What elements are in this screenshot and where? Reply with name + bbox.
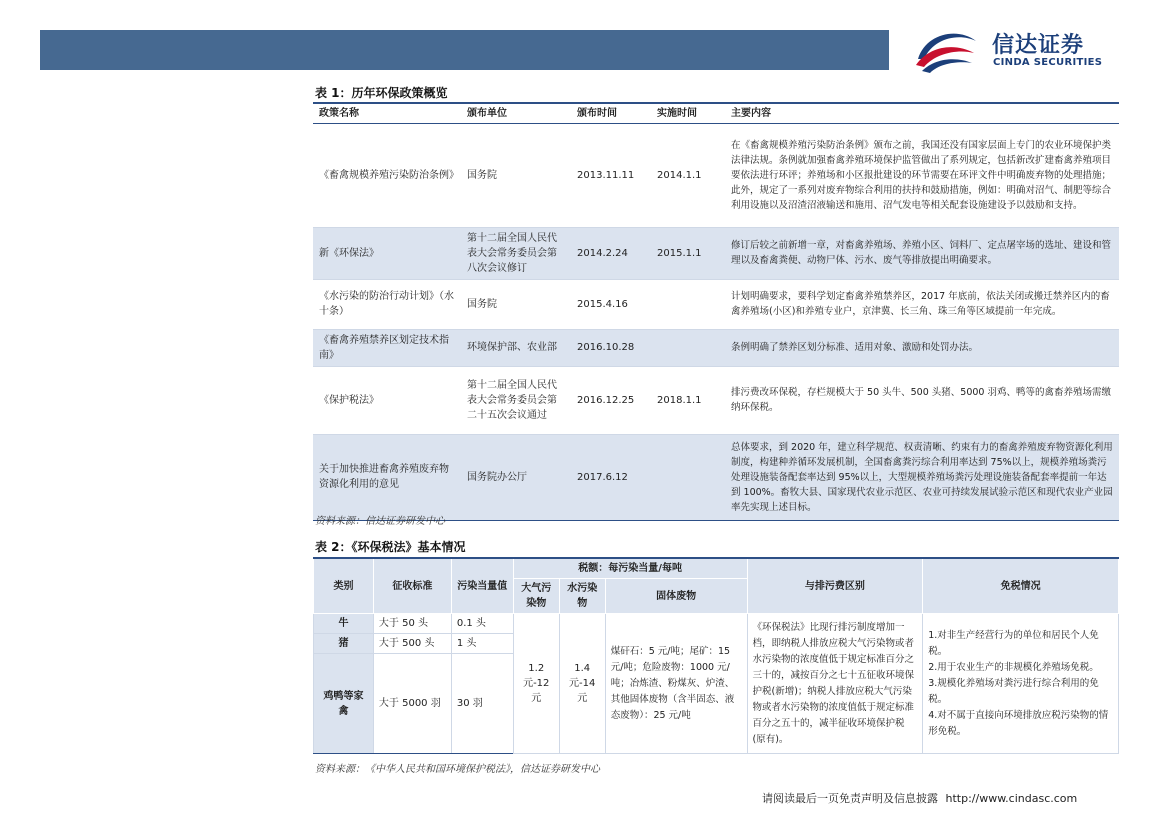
col-standard: 征收标准 xyxy=(373,558,451,614)
water-tax-rate: 1.4 元-14 元 xyxy=(559,614,605,754)
policy-issuer: 国务院办公厅 xyxy=(461,434,571,520)
policy-issue-date: 2017.6.12 xyxy=(571,434,651,520)
header-bar xyxy=(40,30,889,70)
policy-content: 在《畜禽规模养殖污染防治条例》颁布之前，我国还没有国家层面上专门的农业环境保护类法律法规。条例就加强畜禽养殖环境保护监管做出了系列规定，包括新改扩建畜禽养殖项目要依法进行环评；养殖场和小区报批建设的环节需要在环评文件中明确废弃物的处理措施；此外，规定了一系列对废弃物综合利用的扶持和鼓励措施，例如：明确对沼气、制肥等综合利用设施以及沼渣沼液输送和施用、沼气发电等相关配套设施建设予以鼓励和支持。 xyxy=(725,123,1119,227)
company-logo xyxy=(912,25,1132,75)
policy-issue-date: 2013.11.11 xyxy=(571,123,651,227)
levy-standard: 大于 5000 羽 xyxy=(373,654,451,754)
table1-caption: 表 1：历年环保政策概览 xyxy=(315,86,448,100)
disclaimer-text: 请阅读最后一页免责声明及信息披露 xyxy=(762,792,938,805)
policy-name: 《水污染的防治行动计划》（水十条） xyxy=(313,279,461,329)
policy-effective-date: 2014.1.1 xyxy=(651,123,725,227)
table-row xyxy=(313,434,1119,520)
table1-source: 资料来源：信达证券研发中心 xyxy=(315,516,445,527)
website-link[interactable]: http://www.cindasc.com xyxy=(945,792,1078,805)
livestock-category: 牛 xyxy=(314,614,374,634)
table1-header-row xyxy=(313,103,1119,123)
col-water-pollutant: 水污染物 xyxy=(559,579,605,614)
col-main-content: 主要内容 xyxy=(725,103,1119,123)
policy-name: 《畜禽规模养殖污染防治条例》 xyxy=(313,123,461,227)
table-row xyxy=(313,123,1119,227)
list-item: 3.规模化养殖场对粪污进行综合利用的免税。 xyxy=(928,677,1099,705)
col-issue-date: 颁布时间 xyxy=(571,103,651,123)
policy-effective-date xyxy=(651,279,725,329)
col-policy-name: 政策名称 xyxy=(313,103,461,123)
policy-issuer: 国务院 xyxy=(461,123,571,227)
policy-name: 《畜禽养殖禁养区划定技术指南》 xyxy=(313,329,461,366)
logo-english-name: CINDA SECURITIES xyxy=(993,57,1103,68)
policy-content: 条例明确了禁养区划分标准、适用对象、激励和处罚办法。 xyxy=(725,329,1119,366)
list-item: 1.对非生产经营行为的单位和居民个人免税。 xyxy=(928,629,1099,657)
pollution-equivalent: 0.1 头 xyxy=(451,614,513,634)
air-tax-rate: 1.2 元-12 元 xyxy=(513,614,559,754)
levy-standard: 大于 50 头 xyxy=(373,614,451,634)
col-tax-amount-group: 税额：每污染当量/每吨 xyxy=(513,558,747,579)
table2-caption: 表 2：《环保税法》基本情况 xyxy=(315,540,466,554)
policy-issuer: 环境保护部、农业部 xyxy=(461,329,571,366)
table-row xyxy=(313,329,1119,366)
policy-issue-date: 2014.2.24 xyxy=(571,227,651,279)
policy-effective-date: 2018.1.1 xyxy=(651,366,725,434)
list-item: 4.对不属于直接向环境排放应税污染物的情形免税。 xyxy=(928,709,1109,737)
col-solid-waste: 固体废物 xyxy=(605,579,747,614)
policy-issuer: 第十二届全国人民代表大会常务委员会第二十五次会议通过 xyxy=(461,366,571,434)
exemption-list xyxy=(923,614,1119,754)
col-pollution-equivalent: 污染当量值 xyxy=(451,558,513,614)
pollution-equivalent: 1 头 xyxy=(451,634,513,654)
livestock-category: 猪 xyxy=(314,634,374,654)
policy-issuer: 第十二届全国人民代表大会常务委员会第八次会议修订 xyxy=(461,227,571,279)
policy-issuer: 国务院 xyxy=(461,279,571,329)
env-tax-table xyxy=(313,557,1119,754)
policy-content: 修订后较之前新增一章，对畜禽养殖场、养殖小区、饲料厂、定点屠宰场的选址、建设和管理以及畜禽粪便、动物尸体、污水、废气等排放提出明确要求。 xyxy=(725,227,1119,279)
page-footer xyxy=(762,790,1077,806)
pollution-equivalent: 30 羽 xyxy=(451,654,513,754)
livestock-category: 鸡鸭等家禽 xyxy=(314,654,374,754)
table-row xyxy=(313,227,1119,279)
policy-effective-date: 2015.1.1 xyxy=(651,227,725,279)
policy-issue-date: 2016.10.28 xyxy=(571,329,651,366)
policy-issue-date: 2016.12.25 xyxy=(571,366,651,434)
table-row xyxy=(314,614,1119,634)
cinda-logo-icon xyxy=(912,25,980,73)
policy-content: 排污费改环保税，存栏规模大于 50 头牛、500 头猪、5000 羽鸡、鸭等的禽畜养殖场需缴纳环保税。 xyxy=(725,366,1119,434)
col-difference: 与排污费区别 xyxy=(747,558,923,614)
table-row xyxy=(313,366,1119,434)
policy-name: 关于加快推进畜禽养殖废弃物资源化利用的意见 xyxy=(313,434,461,520)
table2-source: 资料来源：《中华人民共和国环境保护税法》，信达证券研发中心 xyxy=(315,764,600,775)
policy-effective-date xyxy=(651,434,725,520)
list-item: 2.用于农业生产的非规模化养殖场免税。 xyxy=(928,661,1099,673)
col-category: 类别 xyxy=(314,558,374,614)
policy-issue-date: 2015.4.16 xyxy=(571,279,651,329)
policy-content: 总体要求，到 2020 年，建立科学规范、权责清晰、约束有力的畜禽养殖废弃物资源化利用制度，构建种养循环发展机制，全国畜禽粪污综合利用率达到 75%以上，规模养殖场粪污处理设施装备配套率达到 95%以上，大型规模养殖场粪污处理设施装备配套率提前一年达到 100%。畜牧大县、国家现代农业示范区、农业可持续发展试验示范区和现代农业产业园率先实现上述目标。 xyxy=(725,434,1119,520)
policy-content: 计划明确要求，要科学划定畜禽养殖禁养区，2017 年底前，依法关闭或搬迁禁养区内的畜禽养殖场(小区)和养殖专业户，京津冀、长三角、珠三角等区域提前一年完成。 xyxy=(725,279,1119,329)
col-air-pollutant: 大气污染物 xyxy=(513,579,559,614)
col-effective-date: 实施时间 xyxy=(651,103,725,123)
policy-name: 《保护税法》 xyxy=(313,366,461,434)
policy-overview-table xyxy=(313,102,1119,521)
solid-waste-tax-rate: 煤矸石：5 元/吨；尾矿：15 元/吨；危险废物：1000 元/吨；冶炼渣、粉煤灰、炉渣、其他固体废物（含半固态、液态废物）：25 元/吨 xyxy=(605,614,747,754)
difference-from-fee: 《环保税法》比现行排污制度增加一档，即纳税人排放应税大气污染物或者水污染物的浓度值低于规定标准百分之三十的，减按百分之七十五征收环境保护税(新增)；纳税人排放应税大气污染物或者水污染物的浓度值低于规定标准百分之五十的，减半征收环境保护税(原有)。 xyxy=(747,614,923,754)
levy-standard: 大于 500 头 xyxy=(373,634,451,654)
col-exemption: 免税情况 xyxy=(923,558,1119,614)
policy-name: 新《环保法》 xyxy=(313,227,461,279)
table2-header-row xyxy=(314,558,1119,579)
table-row xyxy=(313,279,1119,329)
policy-effective-date xyxy=(651,329,725,366)
logo-chinese-name: 信达证券 xyxy=(992,33,1085,58)
col-issuer: 颁布单位 xyxy=(461,103,571,123)
